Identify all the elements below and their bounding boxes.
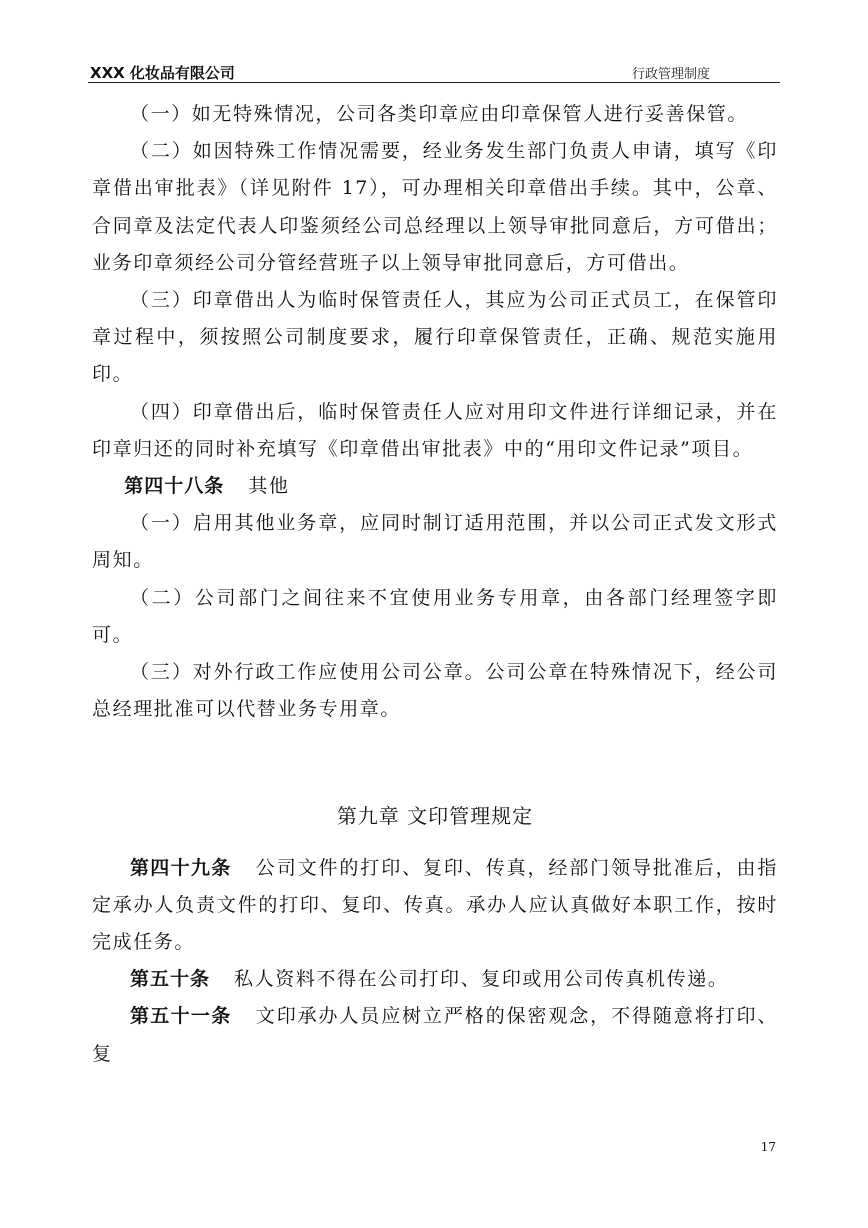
article-49 [92, 850, 778, 962]
paragraph-other-2: （二）公司部门之间往来不宜使用业务专用章，由各部门经理签字即可。 [92, 586, 778, 646]
article-51-text: 文印承办人员应树立严格的保密观念，不得随意将打印、复 [92, 1005, 778, 1065]
chapter-title: 第九章 文印管理规定 [336, 804, 534, 829]
company-name: XXX 化妆品有限公司 [90, 64, 235, 82]
article-49-text: 公司文件的打印、复印、传真，经部门领导批准后，由指定承办人负责文件的打印、复印、传真。承办人应认真做好本职工作，按时完成任务。 [92, 856, 778, 954]
article-48-title: 其他 [248, 475, 290, 498]
paragraph-seal-3: （三）印章借出人为临时保管责任人，其应为公司正式员工，在保管印章过程中，须按照公司制度要求，履行印章保管责任，正确、规范实施用印。 [92, 289, 778, 386]
paragraph-seal-4: （四）印章借出后，临时保管责任人应对用印文件进行详细记录，并在印章归还的同时补充填写《印章借出审批表》中的“用印文件记录”项目。 [92, 400, 778, 460]
article-49-number: 第四十九条 [130, 856, 232, 879]
page-header [88, 56, 780, 83]
article-48-number: 第四十八条 [124, 475, 225, 498]
article-50-text: 私人资料不得在公司打印、复印或用公司传真机传递。 [234, 968, 729, 991]
paragraph-seal-2: （二）如因特殊工作情况需要，经业务发生部门负责人申请，填写《印章借出审批表》（详见附件 17），可办理相关印章借出手续。其中，公章、合同章及法定代表人印鉴须经公司总经理以上领导审批同意后，方可借出；业务印章须经公司分管经营班子以上领导审批同意后，方可借出。 [92, 140, 778, 274]
document-section-name: 行政管理制度 [631, 67, 710, 82]
paragraph-other-1: （一）启用其他业务章，应同时制订适用范围，并以公司正式发文形式周知。 [92, 512, 778, 572]
article-50 [92, 961, 778, 998]
paragraph-seal-1: （一）如无特殊情况，公司各类印章应由印章保管人进行妥善保管。 [130, 103, 749, 125]
document-body [92, 96, 778, 1073]
article-50-number: 第五十条 [130, 968, 211, 991]
page-number: 17 [760, 1140, 776, 1154]
article-48-heading [92, 468, 778, 505]
paragraph-other-3: （三）对外行政工作应使用公司公章。公司公章在特殊情况下，经公司总经理批准可以代替业务专用章。 [92, 661, 778, 721]
article-51 [92, 998, 778, 1072]
article-51-number: 第五十一条 [130, 1005, 232, 1028]
